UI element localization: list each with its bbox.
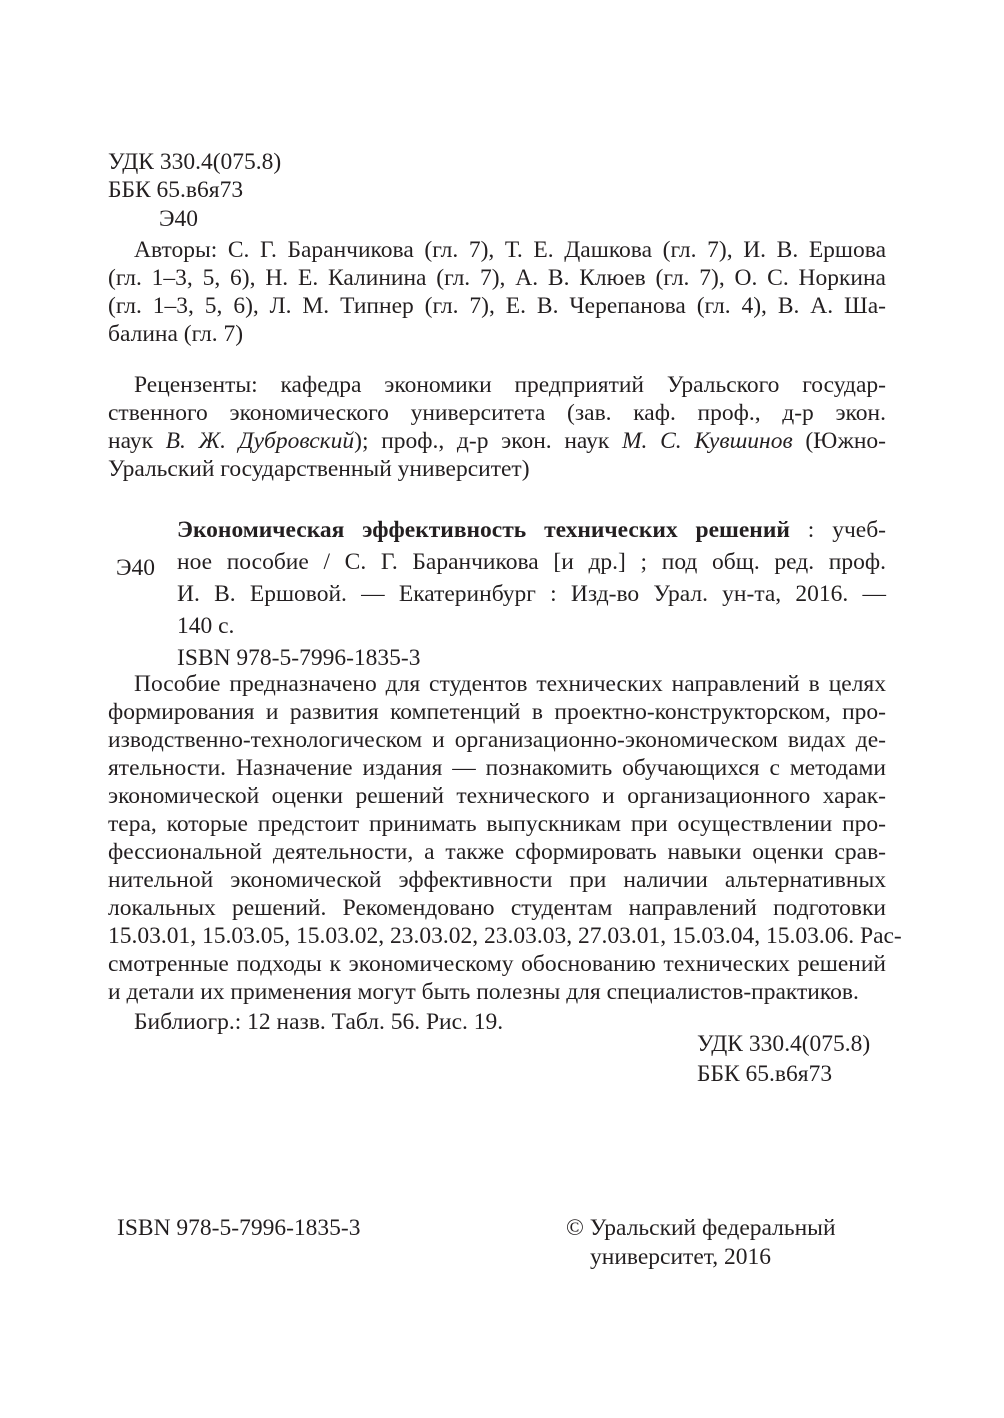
abstract-line: Пособие предназначено для студентов технических направлений в целях: [134, 671, 886, 697]
bbk-code: ББК 65.в6я73: [108, 177, 244, 203]
reviewer-name: М. С. Кувшинов: [621, 428, 793, 454]
abstract-line: и детали их применения могут быть полезны для специалистов-практиков.: [108, 979, 859, 1005]
abstract-line: тера, которые предстоит принимать выпускникам при осуществлении про-: [108, 811, 886, 837]
bbk-code-right: ББК 65.в6я73: [697, 1061, 833, 1087]
reviewers-line: ственного экономического университета (зав. каф. проф., д-р экон.: [108, 400, 886, 426]
abstract-line: нительной экономической эффективности при наличии альтернативных: [108, 867, 886, 893]
bib-record: [177, 516, 886, 672]
reviewers-line: Уральский государственный университет): [108, 456, 530, 482]
copyright-line: © Уральский федеральный: [566, 1215, 836, 1241]
authors-block: [108, 236, 886, 348]
footer-isbn: ISBN 978-5-7996-1835-3: [117, 1215, 361, 1241]
reviewer-name: В. Ж. Дубровский: [165, 428, 355, 454]
bib-line: И. В. Ершовой. — Екатеринбург : Изд-во Урал. ун-та, 2016. —: [177, 581, 886, 607]
abstract-line: 15.03.01, 15.03.05, 15.03.02, 23.03.02, 23.03.03, 27.03.01, 15.03.04, 15.03.06. Рас-: [108, 923, 902, 949]
abstract-line: фессиональной деятельности, а также сформировать навыки оценки срав-: [108, 839, 886, 865]
abstract-line: изводственно-технологическом и организационно-экономическом видах де-: [108, 727, 886, 753]
abstract-block: [108, 670, 902, 1036]
biblio-info: Библиогр.: 12 назв. Табл. 56. Рис. 19.: [134, 1009, 504, 1035]
author-sign: Э40: [159, 206, 199, 232]
authors-line: (гл. 1–3, 5, 6), Н. Е. Калинина (гл. 7), А. В. Клюев (гл. 7), О. С. Норкина: [108, 265, 886, 291]
udk-code-right: УДК 330.4(075.8): [697, 1031, 871, 1057]
authors-line: балина (гл. 7): [108, 321, 244, 347]
abstract-line: локальных решений. Рекомендовано студентам направлений подготовки: [108, 895, 886, 921]
udk-code: УДК 330.4(075.8): [108, 149, 282, 175]
reviewers-block: [108, 371, 886, 483]
authors-line: Авторы: С. Г. Баранчикова (гл. 7), Т. Е. Дашкова (гл. 7), И. В. Ершова: [134, 237, 886, 263]
abstract-line: экономической оценки решений технического и организационного харак-: [108, 783, 886, 809]
bib-line: 140 с.: [177, 613, 235, 639]
abstract-line: смотренные подходы к экономическому обоснованию технических решений: [108, 951, 886, 977]
abstract-line: формирования и развития компетенций в проектно-конструкторском, про-: [108, 699, 886, 725]
reviewers-line: наук В. Ж. Дубровский); проф., д-р экон. наук М. С. Кувшинов (Южно-: [108, 428, 887, 454]
bib-isbn: ISBN 978-5-7996-1835-3: [177, 645, 421, 671]
bib-title-line: Экономическая эффективность технических решений : учеб-: [177, 517, 886, 543]
reviewers-line: Рецензенты: кафедра экономики предприятий Уральского государ-: [134, 372, 886, 398]
authors-line: (гл. 1–3, 5, 6), Л. М. Типнер (гл. 7), Е. В. Черепанова (гл. 4), В. А. Ша-: [108, 293, 886, 319]
abstract-line: ятельности. Назначение издания — познакомить обучающихся с методами: [108, 755, 886, 781]
bib-line: ное пособие / С. Г. Баранчикова [и др.] ; под общ. ред. проф.: [177, 549, 886, 575]
book-title: Экономическая эффективность технических решений: [177, 517, 790, 543]
copyright-line: университет, 2016: [590, 1244, 772, 1270]
bib-sign: Э40: [116, 555, 156, 581]
